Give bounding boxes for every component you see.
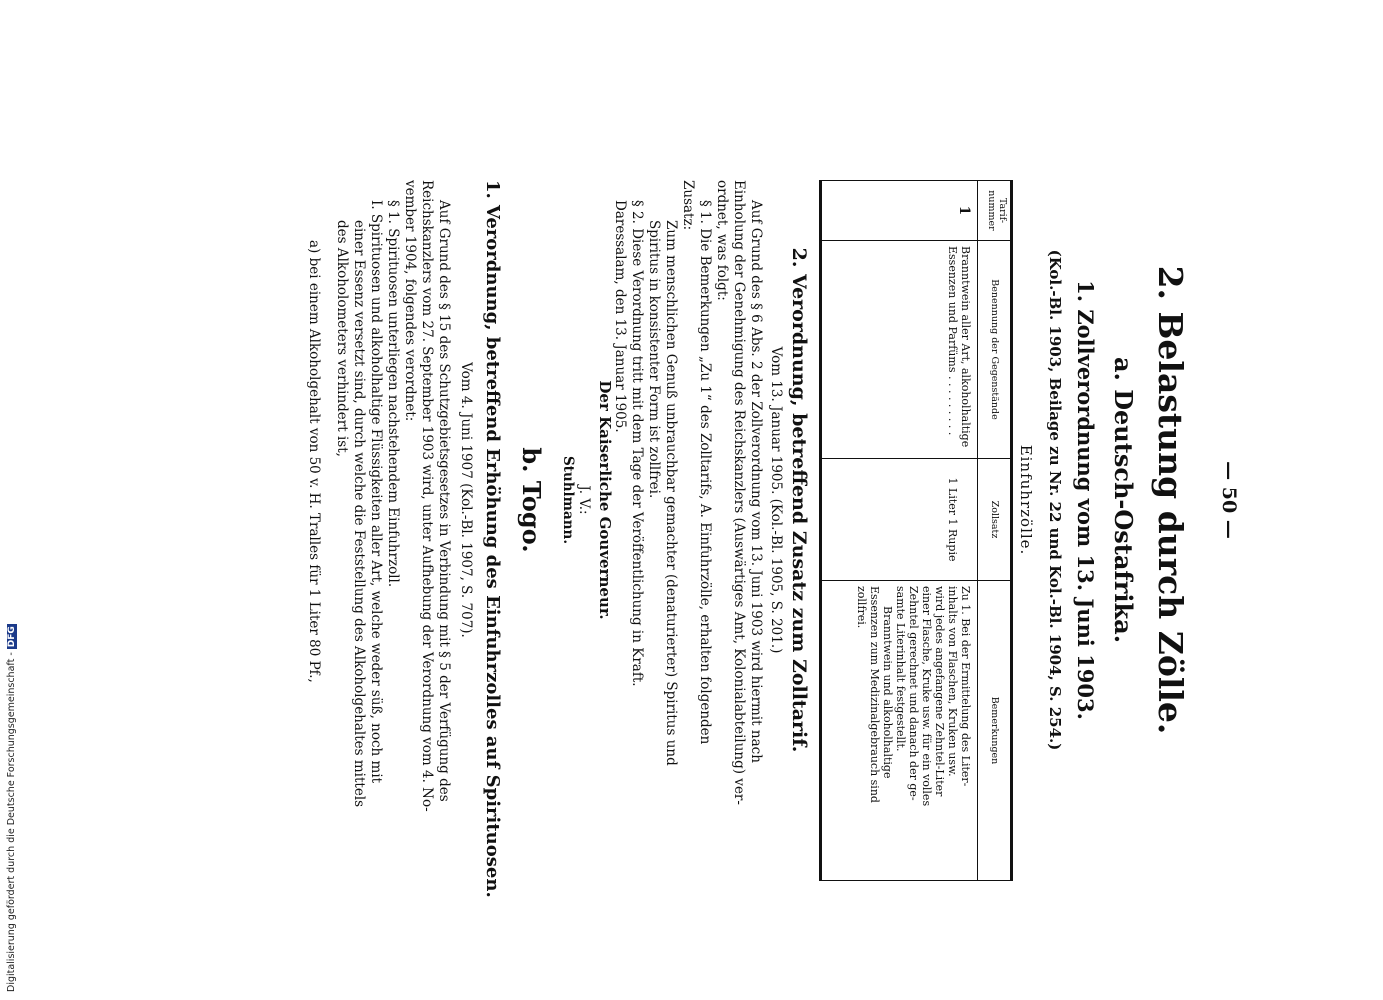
ordinance-3-text-line: a) bei einem Alkoholgehalt von 50 v. H. Tralles für 1 Liter 80 Pf., <box>306 240 322 683</box>
cell-tariff-number: 1 <box>956 205 972 216</box>
header-remarks: Bemerkungen <box>989 696 1000 765</box>
ordinance-3-text-line: Auf Grund des § 15 des Schutzgebietsgesetzes in Verbindung mit § 5 der Verfügung des <box>436 200 452 802</box>
ordinance-1-title: 1. Zollverordnung vom 13. Juni 1903. <box>1073 280 1098 720</box>
signature-name: Stuhlmann. <box>560 455 576 545</box>
page-number: — 50 — <box>1218 461 1240 539</box>
ordinance-2-title: 2. Verordnung, betreffend Zusatz zum Zolltarif. <box>788 247 810 753</box>
remark-line: Zehntel gerechnet und danach der ge- <box>907 586 920 801</box>
signature-office: Der Kaiserliche Gouverneur. <box>596 380 614 620</box>
remark-line: einer Flasche, Kruke usw. für ein volles <box>920 586 933 807</box>
ordinance-3-text-line: des Alkoholometers verhindert ist, <box>334 220 350 457</box>
ordinance-2-text-line: Zusatz: <box>680 180 696 231</box>
ordinance-2-text-line: Auf Grund des § 6 Abs. 2 der Zollverordnung vom 13. Juni 1903 wird hiermit nach <box>748 200 764 763</box>
ordinance-2-text-line: Spiritus in konsistenter Form ist zollfrei. <box>646 220 662 499</box>
ordinance-3-text-line: § 1. Spirituosen unterliegen nachstehendem Einfuhrzoll. <box>385 200 401 588</box>
ordinance-2-text-line: § 2. Diese Verordnung tritt mit dem Tage der Veröffentlichung in Kraft. <box>629 200 645 687</box>
ordinance-2-text-line: § 1. Die Bemerkungen „Zu 1“ des Zolltarifs, A. Einfuhrzölle, erhalten folgenden <box>697 200 713 745</box>
remark-line: Branntwein und alkoholhaltige <box>881 606 894 779</box>
ordinance-1-source: (Kol.-Bl. 1903, Beilage zu Nr. 22 und Kol.-Bl. 1904, S. 254.) <box>1046 249 1064 751</box>
remark-line: wird jedes angefangene Zehntel-Liter <box>933 586 946 797</box>
ordinance-3-title: 1. Verordnung, betreffend Erhöhung des Einfuhrzolles auf Spirituosen. <box>482 180 503 898</box>
ordinance-2-text-line: Daressalam, den 13. Januar 1905. <box>612 200 628 433</box>
remark-line: zollfrei. <box>855 586 868 629</box>
section-b-heading: b. Togo. <box>517 447 546 553</box>
credit-text: Digitalisierung gefördert durch die Deutsche Forschungsgemeinschaft - <box>6 652 17 992</box>
header-object: Benennung der Gegenstände <box>989 279 1000 420</box>
ordinance-2-text-line: Einholung der Genehmigung des Reichskanzlers (Auswärtiges Amt, Kolonialabteilung) ver- <box>731 180 747 805</box>
ordinance-2-text-line: Zum menschlichen Genuß unbrauchbar gemachter (denaturierter) Spiritus und <box>663 220 679 766</box>
cell-object-line-2: Essenzen und Parfüms . . . . . . . . . <box>946 246 959 436</box>
cell-object-line-1: Branntwein aller Art, alkoholhaltige <box>959 246 972 448</box>
ordinance-3-text-line: Reichskanzlers vom 27. September 1903 wird, unter Aufhebung der Verordnung vom 4. No- <box>419 180 435 812</box>
remark-line: Zu 1. Bei der Ermittelung des Liter- <box>959 586 972 787</box>
header-tariff-number: Tarif-nummer <box>986 190 1008 231</box>
dfg-logo: DFG <box>7 626 17 648</box>
ordinance-3-text-line: I. Spirituosen und alkoholhaltige Flüssigkeiten aller Art, welche weder süß, noch mit <box>368 200 384 784</box>
remark-line: inhalts von Flaschen, Kruken usw. <box>946 586 959 777</box>
ordinance-2-date: Vom 13. Januar 1905. (Kol.-Bl. 1905, S. 201.) <box>768 346 784 654</box>
ordinance-2-text-line: ordnet, was folgt: <box>714 180 730 301</box>
cell-rate: 1 Liter 1 Rupie <box>946 477 959 562</box>
chapter-title: 2. Belastung durch Zölle. <box>1151 265 1190 735</box>
ordinance-3-text-line: vember 1904, folgendes verordnet: <box>402 180 418 422</box>
header-rate: Zollsatz <box>989 500 1000 539</box>
rotated-book-page <box>240 120 1240 898</box>
ordinance-3-text-line: einer Essenz versetzt sind, durch welche die Feststellung des Alkoholgehaltes mittels <box>351 220 367 808</box>
remark-line: samte Literinhalt festgestellt. <box>894 586 907 752</box>
digitization-credit <box>6 624 17 992</box>
section-a-heading: a. Deutsch-Ostafrika. <box>1109 356 1138 644</box>
ordinance-3-date: Vom 4. Juni 1907 (Kol.-Bl. 1907, S. 707). <box>458 362 474 638</box>
remark-line: Essenzen zum Medizinalgebrauch sind <box>868 586 881 803</box>
table-caption: Einfuhrzölle. <box>1017 444 1035 556</box>
signature-deputy: J. V.: <box>576 485 592 515</box>
